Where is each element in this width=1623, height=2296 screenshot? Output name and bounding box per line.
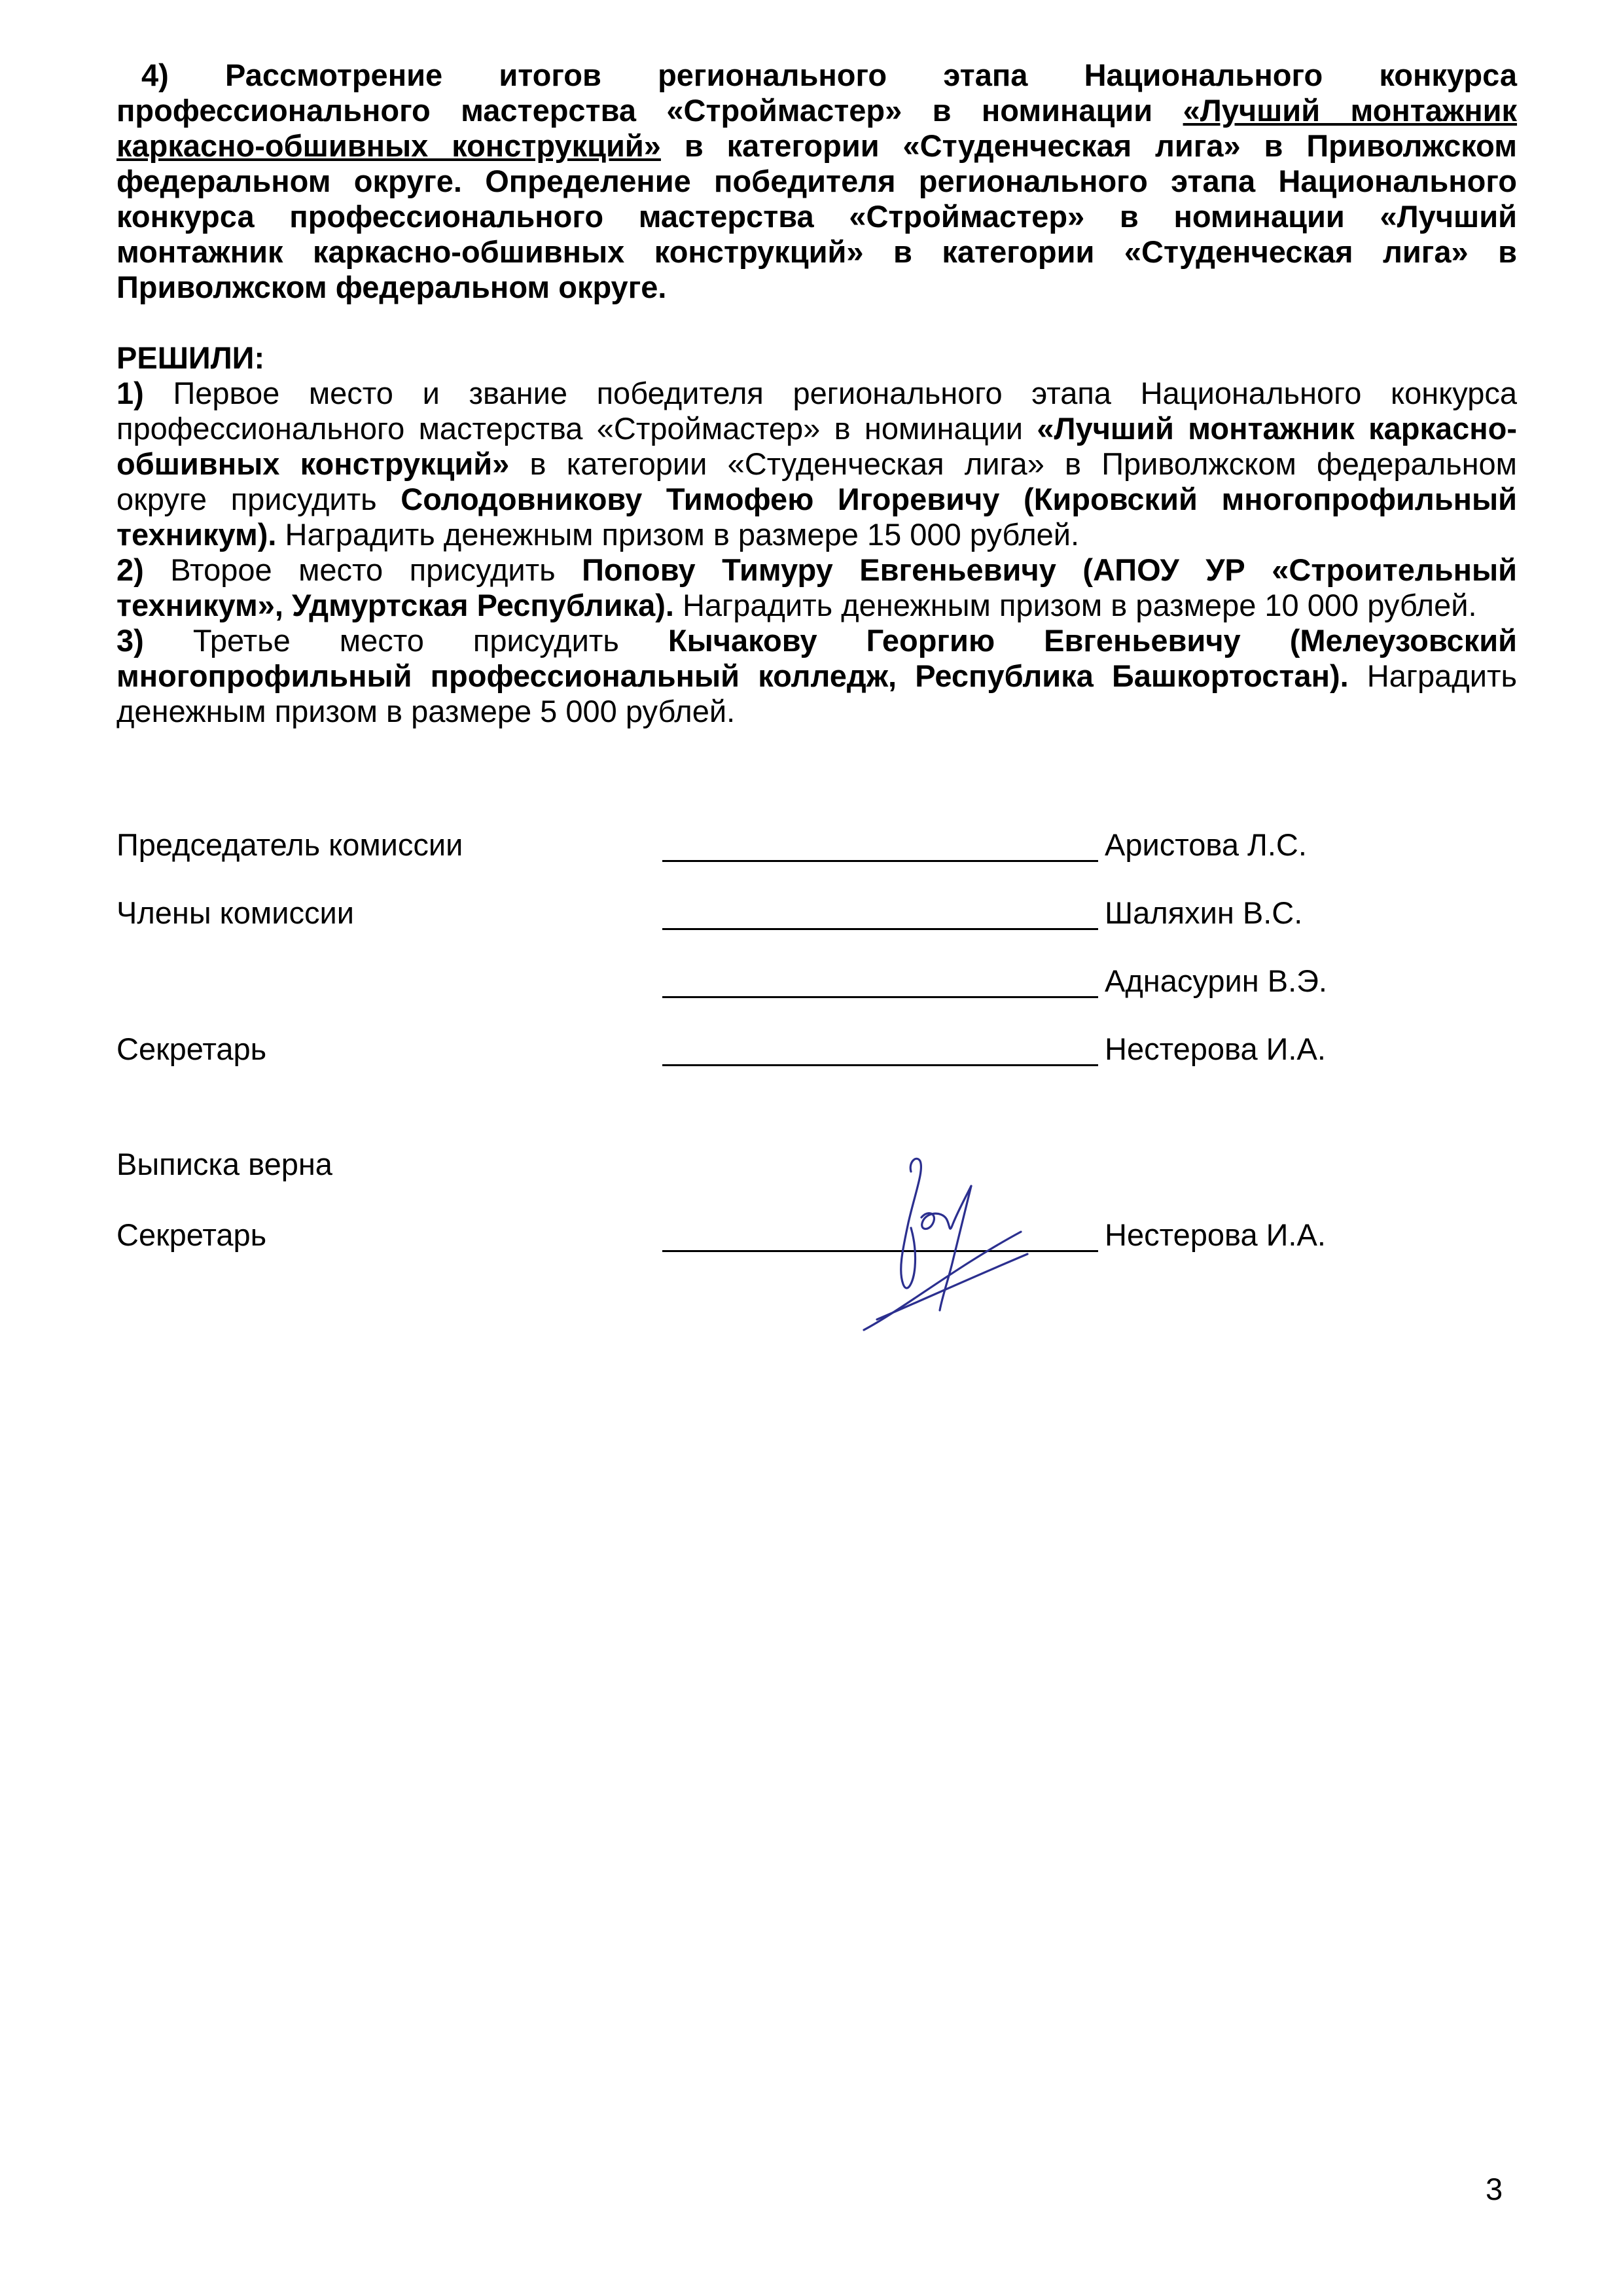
decision-3-text-a: Третье место присудить [143, 623, 668, 658]
agenda-item-4 [116, 58, 1517, 305]
signature-name: Нестерова И.А. [1105, 1031, 1326, 1066]
signature-row-chairman [116, 827, 1517, 867]
signature-role: Председатель комиссии [116, 827, 463, 862]
signature-name: Шаляхин В.С. [1105, 895, 1303, 930]
decision-2-number: 2) [116, 552, 144, 587]
decision-1-nomination: «Лучший монтажник каркасно-обшивных конструкций» [116, 411, 1517, 481]
decision-1-number: 1) [116, 376, 144, 410]
decision-2-prize: Наградить денежным призом в размере 10 000 рублей. [673, 588, 1477, 622]
decision-3-winner: Кычакову Георгию Евгеньевичу (Мелеузовский многопрофильный профессиональный колледж, Республика Башкортостан). [116, 623, 1518, 693]
signature-line [662, 860, 1098, 862]
signature-role: Секретарь [116, 1031, 267, 1066]
signature-name: Аднасурин В.Э. [1105, 963, 1327, 998]
decision-3-number: 3) [116, 623, 144, 658]
signature-name: Нестерова И.А. [1105, 1217, 1326, 1252]
signature-line [662, 928, 1098, 930]
agenda-text-part2: в категории «Студенческая лига» в Приволжском федеральном округе. Определение победителя регионального этапа Национального конкурса профессионального мастерства «Строймастер» в номинации «Лучший монтажник каркасно-обшивных конструкций» в категории «Студенческая лига» в Приволжском федеральном округе. [116, 128, 1517, 304]
decision-2-text-a: Второе место присудить [143, 552, 582, 587]
signature-role: Секретарь [116, 1217, 267, 1252]
signature-line [662, 1064, 1098, 1066]
signature-row-secretary [116, 1031, 1517, 1071]
decision-2-winner: Попову Тимуру Евгеньевичу (АПОУ УР «Строительный техникум», Удмуртская Республика). [116, 552, 1518, 622]
decision-1-text-a: Первое место и звание победителя регионального этапа Национального конкурса профессионального мастерства «Строймастер» в номинации [116, 376, 1517, 446]
decision-1-prize: Наградить денежным призом в размере 15 000 рублей. [276, 517, 1080, 552]
signature-ink [864, 1158, 1027, 1330]
signature-row-member-1 [116, 895, 1517, 935]
decision-item-3 [116, 623, 1517, 729]
decision-item-2 [116, 552, 1517, 623]
resolved-heading: РЕШИЛИ: [116, 340, 265, 375]
excerpt-certified-note: Выписка верна [116, 1147, 332, 1181]
handwritten-signature [838, 1139, 1073, 1335]
decision-item-1 [116, 376, 1517, 552]
document-body [116, 58, 1517, 729]
decision-1-winner: Солодовникову Тимофею Игоревичу (Кировский многопрофильный техникум). [116, 482, 1518, 552]
signature-row-member-2 [116, 963, 1517, 1003]
agenda-nomination-underlined: «Лучший монтажник каркасно-обшивных конструкций» [116, 93, 1518, 163]
signature-line [662, 996, 1098, 998]
signature-row-secretary-certification [116, 1217, 1517, 1257]
signature-name: Аристова Л.С. [1105, 827, 1307, 862]
agenda-text-part1: 4) Рассмотрение итогов регионального этапа Национального конкурса профессионального мастерства «Строймастер» в номинации [116, 58, 1517, 128]
decision-1-text-b: в категории «Студенческая лига» в Приволжском федеральном округе присудить [116, 446, 1517, 516]
decision-3-prize: Наградить денежным призом в размере 5 000 рублей. [116, 658, 1517, 728]
page-number: 3 [1486, 2172, 1503, 2206]
signature-role: Члены комиссии [116, 895, 354, 930]
